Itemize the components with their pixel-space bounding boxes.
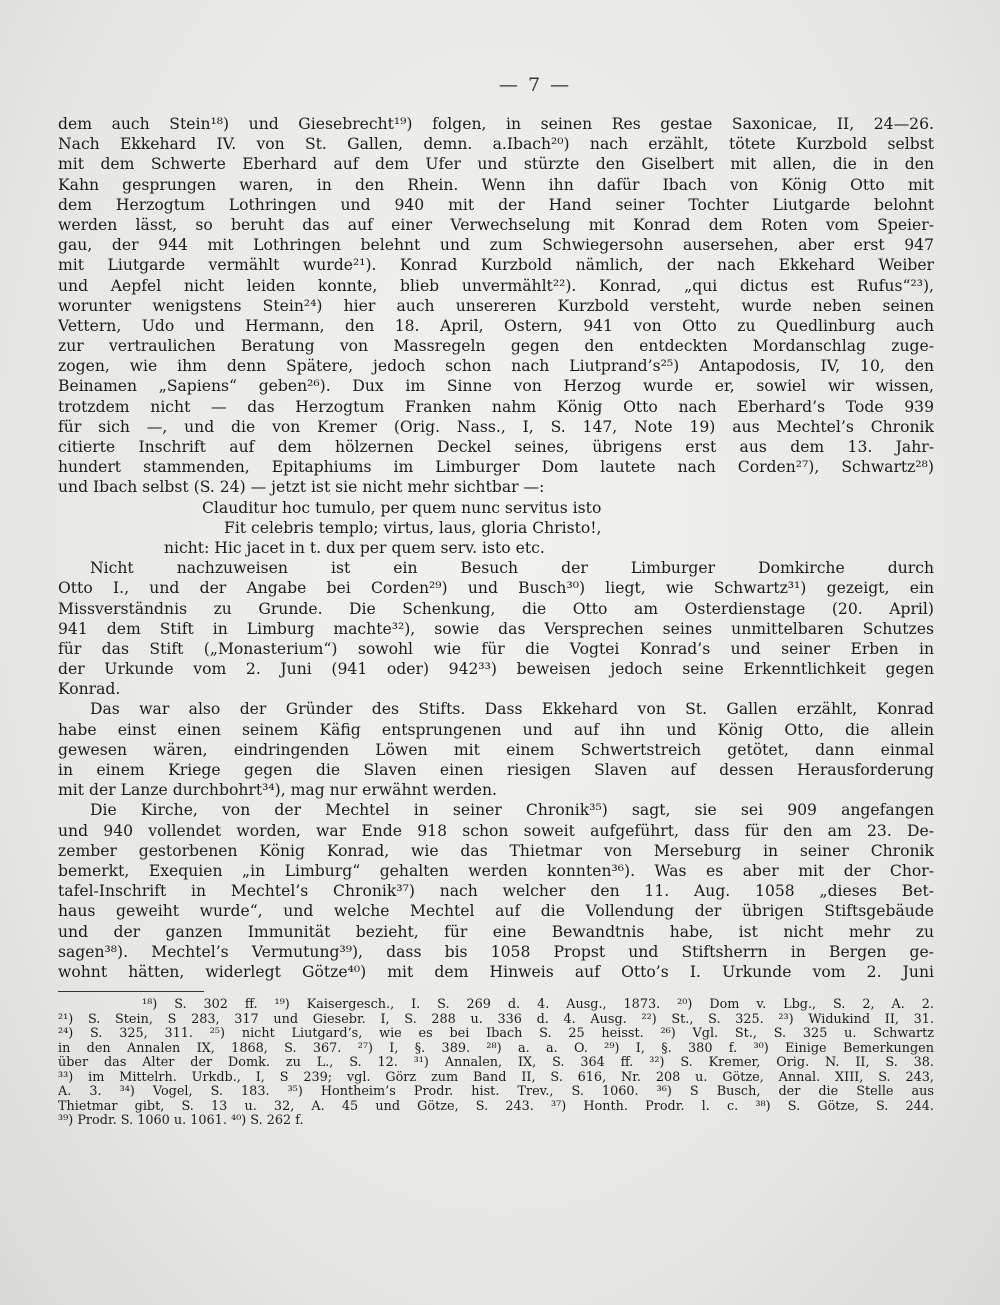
text-line: und Ibach selbst (S. 24) — jetzt ist sie nicht mehr sichtbar —: bbox=[58, 478, 545, 497]
text-line: und 940 vollendet worden, war Ende 918 schon soweit aufgeführt, dass für den am 23. De- bbox=[58, 821, 934, 840]
text-line: Nicht nachzuweisen ist ein Besuch der Limburger Domkirche durch bbox=[90, 559, 934, 578]
text-line: 941 dem Stift in Limburg machte³²), sowie das Versprechen seines unmittelbaren Schutzes bbox=[58, 619, 934, 638]
text-line: zur vertraulichen Beratung von Massregeln gegen den entdeckten Mordanschlag zuge- bbox=[58, 337, 934, 356]
text-line: mit dem Schwerte Eberhard auf dem Ufer und stürzte den Giselbert mit allen, die in den bbox=[58, 155, 934, 174]
footnote-line: Thietmar gibt, S. 13 u. 32, A. 45 und Götze, S. 243. ³⁷) Honth. Prodr. l. c. ³⁸) S. Götze, S. 244. bbox=[58, 1099, 934, 1114]
text-line: und Aepfel nicht leiden konnte, blieb unvermählt²²). Konrad, „qui dictus est Rufus“²³), bbox=[58, 276, 934, 295]
footnotes bbox=[58, 998, 934, 1129]
text-line: Missverständnis zu Grunde. Die Schenkung, die Otto am Osterdienstage (20. April) bbox=[58, 599, 934, 618]
footnote-line: ²¹) S. Stein, S 283, 317 und Giesebr. I, S. 288 u. 336 d. 4. Ausg. ²²) St., S. 325. ²³) Widukind II, 31. bbox=[58, 1012, 934, 1027]
footnote-separator bbox=[58, 991, 204, 992]
footnote-line: in den Annalen IX, 1868, S. 367. ²⁷) I, §. 389. ²⁸) a. a. O. ²⁹) I, §. 380 f. ³⁰) Einige Bemerkungen bbox=[58, 1041, 934, 1056]
text-line: werden lässt, so beruht das auf einer Verwechselung mit Konrad dem Roten vom Speier- bbox=[58, 215, 934, 234]
text-line: wohnt hätten, widerlegt Götze⁴⁰) mit dem Hinweis auf Otto’s I. Urkunde vom 2. Juni bbox=[58, 962, 934, 981]
text-line: worunter wenigstens Stein²⁴) hier auch unsereren Kurzbold versteht, wurde neben seinen bbox=[58, 296, 934, 315]
text-line: Nach Ekkehard IV. von St. Gallen, demn. a.Ibach²⁰) nach erzählt, tötete Kurzbold selbst bbox=[58, 135, 934, 154]
footnote-line: A. 3. ³⁴) Vogel, S. 183. ³⁵) Hontheim’s Prodr. hist. Trev., S. 1060. ³⁶) S Busch, der die Stelle aus bbox=[58, 1085, 934, 1099]
text-line: Das war also der Gründer des Stifts. Dass Ekkehard von St. Gallen erzählt, Konrad bbox=[90, 700, 934, 719]
text-line: der Urkunde vom 2. Juni (941 oder) 942³³) beweisen jedoch seine Erkenntlichkeit gegen bbox=[58, 660, 934, 679]
text-line: zember gestorbenen König Konrad, wie das Thietmar von Merseburg in seiner Chronik bbox=[58, 841, 934, 860]
text-line: gewesen wären, eindringenden Löwen mit einem Schwertstreich getötet, dann einmal bbox=[58, 740, 934, 759]
inscription-line: Fit celebris templo; virtus, laus, gloria Christo!, bbox=[224, 518, 602, 537]
text-line: trotzdem nicht — das Herzogtum Franken nahm König Otto nach Eberhard’s Tode 939 bbox=[58, 397, 934, 416]
text-line: Otto I., und der Angabe bei Corden²⁹) und Busch³⁰) liegt, wie Schwartz³¹) gezeigt, ein bbox=[58, 579, 934, 598]
text-line: Die Kirche, von der Mechtel in seiner Chronik³⁵) sagt, sie sei 909 angefangen bbox=[90, 801, 934, 820]
text-line: Beinamen „Sapiens“ geben²⁶). Dux im Sinne von Herzog wurde er, sowiel wir wissen, bbox=[58, 377, 934, 396]
text-line: sagen³⁸). Mechtel’s Vermutung³⁹), dass bis 1058 Propst und Stiftsherrn in Bergen ge- bbox=[58, 942, 934, 961]
text-line: haus geweiht wurde“, und welche Mechtel auf die Vollendung der übrigen Stiftsgebäude bbox=[58, 902, 934, 921]
text-line: hundert stammenden, Epitaphiums im Limburger Dom lautete nach Corden²⁷), Schwartz²⁸) bbox=[58, 458, 934, 477]
text-line: und der ganzen Immunität bezieht, für eine Bewandtnis habe, ist nicht mehr zu bbox=[58, 922, 934, 941]
text-line: für das Stift („Monasterium“) sowohl wie für die Vogtei Konrad’s und seiner Erben in bbox=[58, 639, 934, 658]
footnote-line: ²⁴) S. 325, 311. ²⁵) nicht Liutgard’s, wie es bei Ibach S. 25 heisst. ²⁶) Vgl. St., S. 325 u. Schwartz bbox=[58, 1027, 934, 1041]
footnote-line: ³³) im Mittelrh. Urkdb., I, S 239; vgl. Görz zum Band II, S. 616, Nr. 208 u. Götze, Annal. XIII, S. 243, bbox=[58, 1070, 934, 1085]
footnote-line: ¹⁸) S. 302 ff. ¹⁹) Kaisergesch., I. S. 269 d. 4. Ausg., 1873. ²⁰) Dom v. Lbg., S. 2, A. 2. bbox=[142, 998, 934, 1012]
text-line: Konrad. bbox=[58, 680, 121, 699]
inscription-line: Clauditur hoc tumulo, per quem nunc servitus isto bbox=[202, 498, 602, 517]
text-line: habe einst einen seinem Käfig entsprungenen und auf ihn und König Otto, die allein bbox=[58, 720, 934, 739]
page-number: — 7 — bbox=[498, 74, 572, 96]
text-line: dem auch Stein¹⁸) und Giesebrecht¹⁹) folgen, in seinen Res gestae Saxonicae, II, 24—26. bbox=[58, 115, 934, 133]
main-text bbox=[58, 114, 934, 982]
text-line: für sich —, und die von Kremer (Orig. Nass., I, S. 147, Note 19) aus Mechtel’s Chronik bbox=[58, 417, 934, 436]
text-line: in einem Kriege gegen die Slaven einen riesigen Slaven auf dessen Herausforderung bbox=[58, 761, 934, 779]
footnote-line: ³⁹) Prodr. S. 1060 u. 1061. ⁴⁰) S. 262 f. bbox=[58, 1114, 304, 1128]
text-line: dem Herzogtum Lothringen und 940 mit der Hand seiner Tochter Liutgarde belohnt bbox=[58, 195, 934, 214]
text-line: bemerkt, Exequien „in Limburg“ gehalten werden konnten³⁶). Was es aber mit der Chor- bbox=[58, 861, 934, 880]
footnote-line: über das Alter der Domk. zu L., S. 12. ³¹) Annalen, IX, S. 364 ff. ³²) S. Kremer, Orig. N. II, S. 38. bbox=[58, 1056, 934, 1070]
text-line: Vettern, Udo und Hermann, den 18. April, Ostern, 941 von Otto zu Quedlinburg auch bbox=[58, 316, 934, 335]
inscription-line: nicht: Hic jacet in t. dux per quem serv. isto etc. bbox=[164, 538, 545, 557]
text-line: gau, der 944 mit Lothringen belehnt und zum Schwiegersohn ausersehen, aber erst 947 bbox=[58, 236, 934, 255]
text-line: Kahn gesprungen waren, in den Rhein. Wenn ihn dafür Ibach von König Otto mit bbox=[58, 175, 934, 194]
text-line: mit der Lanze durchbohrt³⁴), mag nur erwähnt werden. bbox=[58, 781, 498, 800]
text-line: zogen, wie ihm denn Spätere, jedoch schon nach Liutprand’s²⁵) Antapodosis, IV, 10, den bbox=[58, 357, 934, 376]
text-line: citierte Inschrift auf dem hölzernen Deckel seines, übrigens erst aus dem 13. Jahr- bbox=[58, 438, 934, 456]
text-line: tafel-Inschrift in Mechtel’s Chronik³⁷) nach welcher den 11. Aug. 1058 „dieses Bet- bbox=[58, 882, 934, 901]
text-line: mit Liutgarde vermählt wurde²¹). Konrad Kurzbold nämlich, der nach Ekkehard Weiber bbox=[58, 256, 934, 275]
